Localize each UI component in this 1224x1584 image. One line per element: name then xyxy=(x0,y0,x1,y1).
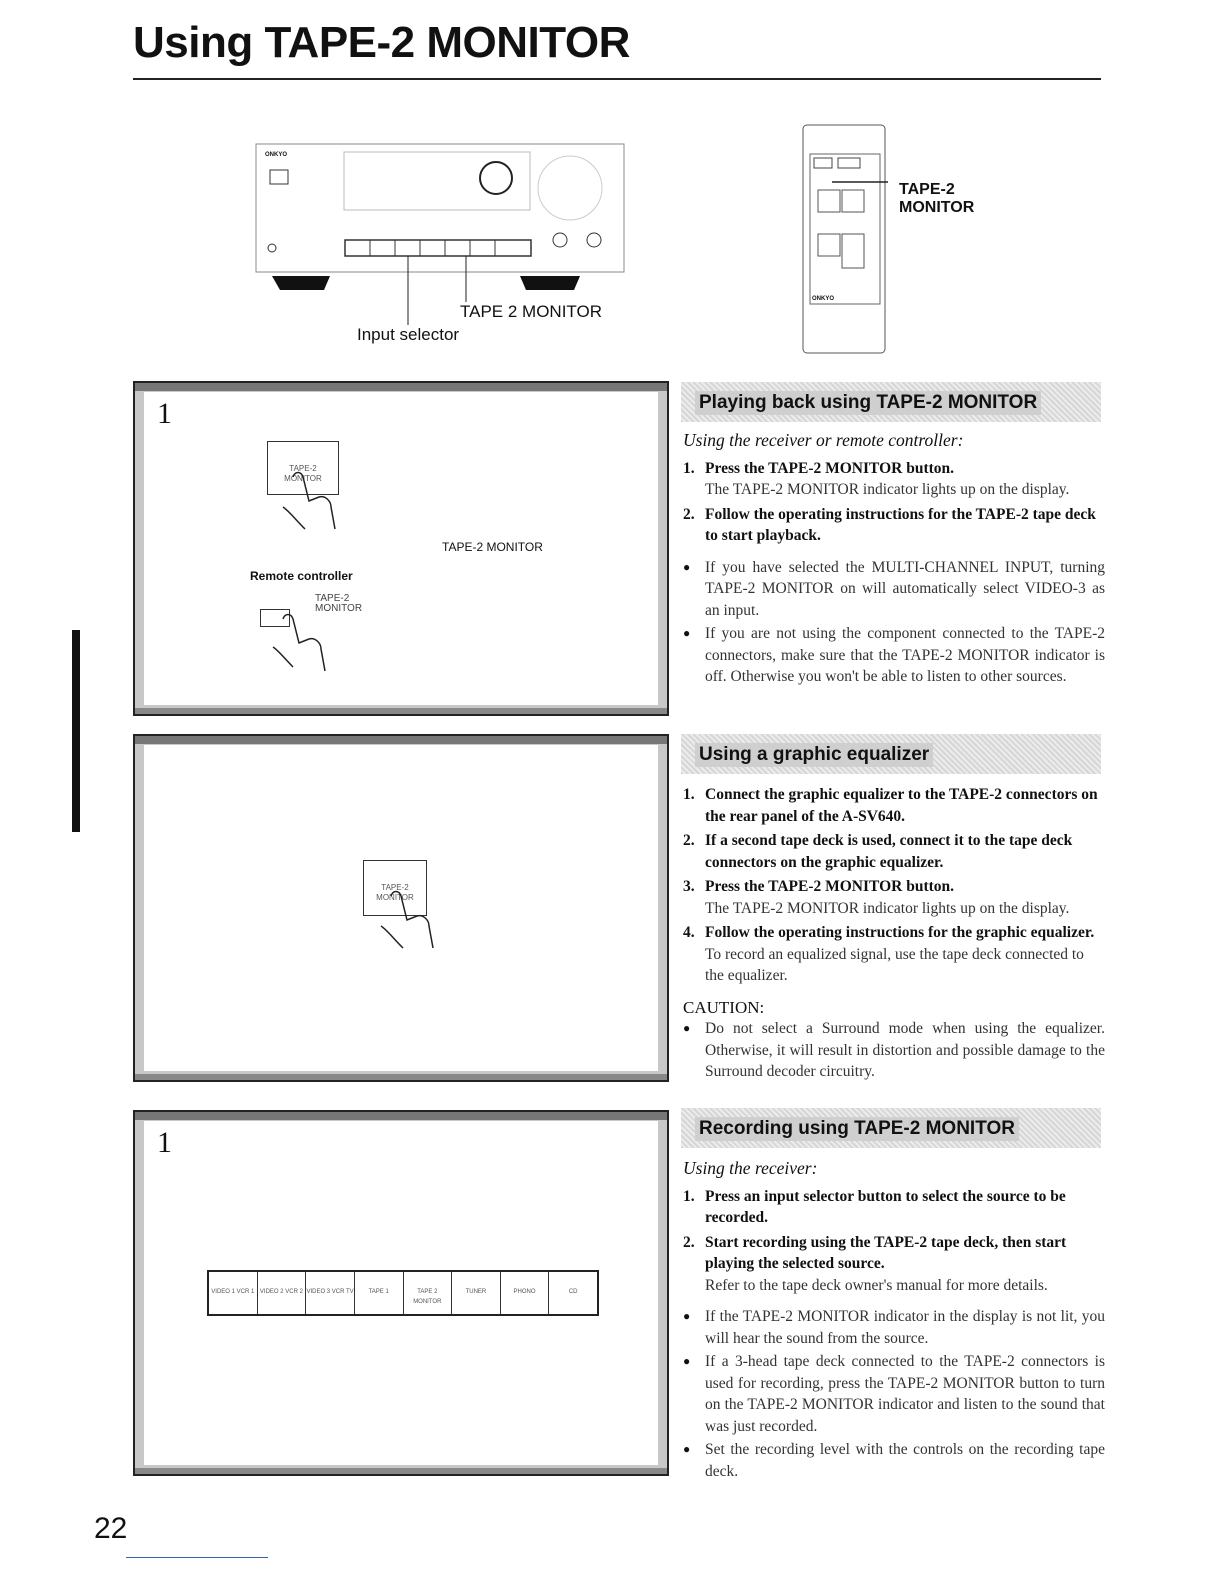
intro-text: Using the receiver or remote controller: xyxy=(683,430,964,450)
page-title: Using TAPE-2 MONITOR xyxy=(133,18,630,67)
selector-button[interactable]: VIDEO 2 VCR 2 xyxy=(258,1272,307,1314)
callout-tape2-monitor: TAPE 2 MONITOR xyxy=(460,302,603,321)
step-item: 1. Press the TAPE-2 MONITOR button. The TAPE-2 MONITOR indicator lights up on the display. xyxy=(683,459,1070,498)
remote-drawing xyxy=(802,124,888,356)
heading-text: Using a graphic equalizer xyxy=(695,743,933,767)
selector-button[interactable]: TAPE 1 xyxy=(355,1272,404,1314)
selector-button[interactable]: CD xyxy=(549,1272,597,1314)
remote-illustration xyxy=(802,124,888,356)
hand-pointer-icon xyxy=(275,467,355,547)
step-number: 1 xyxy=(157,1126,172,1159)
note-bullet: ● If you are not using the component connected to the TAPE-2 connectors, make sure that the TAPE-2 MONITOR indicator is off. Otherwise you won't be able to listen to other sources. xyxy=(683,623,1105,688)
display-indicator: TAPE-2 MONITOR xyxy=(442,540,543,554)
section-heading-playback xyxy=(681,382,1101,422)
step-number: 1 xyxy=(157,397,172,430)
selector-button[interactable]: TAPE 2 MONITOR xyxy=(404,1272,453,1314)
button-label-line2: MONITOR xyxy=(376,893,414,902)
heading-text: Recording using TAPE-2 MONITOR xyxy=(695,1117,1019,1141)
step-item: 2. Start recording using the TAPE-2 tape deck, then start playing the selected source. Refer to the tape deck owner's manual for more details. xyxy=(683,1233,1067,1294)
remote-brand: ONKYO xyxy=(812,296,835,302)
illustration-panel-recording xyxy=(133,1110,669,1476)
selector-button[interactable]: VIDEO 3 VCR TV xyxy=(306,1272,355,1314)
remote-callout-line2: MONITOR xyxy=(899,199,975,216)
step-item: 4. Follow the operating instructions for the graphic equalizer. To record an equalized signal, use the tape deck connected to the equalizer. xyxy=(683,924,1095,984)
button-label-line1: TAPE-2 xyxy=(381,883,409,892)
note-bullet: ● If the TAPE-2 MONITOR indicator in the display is not lit, you will hear the sound from the source. xyxy=(683,1306,1105,1349)
recording-instructions xyxy=(683,1158,1105,1484)
receiver-brand: ONKYO xyxy=(265,152,288,158)
illustration-panel-playback xyxy=(133,381,669,716)
remote-callout-line1: TAPE-2 xyxy=(899,181,955,198)
side-tab-marker xyxy=(72,630,80,832)
section-heading-equalizer xyxy=(681,734,1101,774)
caution-title: CAUTION: xyxy=(683,997,765,1017)
playback-instructions xyxy=(683,430,1105,690)
heading-text: Playing back using TAPE-2 MONITOR xyxy=(695,391,1041,415)
illustration-panel-equalizer xyxy=(133,734,669,1082)
hand-pointer-icon xyxy=(267,613,347,683)
equalizer-instructions xyxy=(683,784,1105,1085)
step-item: 2. Follow the operating instructions for the TAPE-2 tape deck to start playback. xyxy=(683,505,1096,544)
note-bullet: ● Set the recording level with the controls on the recording tape deck. xyxy=(683,1439,1105,1482)
button-label-line1: TAPE-2 xyxy=(289,464,317,473)
note-bullet: ● If a 3-head tape deck connected to the TAPE-2 connectors is used for recording, press the TAPE-2 MONITOR button to turn on the TAPE-2 MONITOR indicator and listen to the sound that was just recorded. xyxy=(683,1351,1105,1437)
step-item: 3. Press the TAPE-2 MONITOR button. The TAPE-2 MONITOR indicator lights up on the display. xyxy=(683,878,1070,917)
selector-button[interactable]: PHONO xyxy=(501,1272,550,1314)
remote-callout xyxy=(899,181,974,217)
section-heading-recording xyxy=(681,1108,1101,1148)
callout-input-selector: Input selector xyxy=(357,325,460,344)
hand-pointer-icon xyxy=(373,886,453,966)
remote-button-line2: MONITOR xyxy=(315,603,363,614)
input-selector-strip xyxy=(207,1270,599,1316)
step-item: 2. If a second tape deck is used, connect it to the tape deck connectors on the graphic equalizer. xyxy=(683,832,1073,871)
step-item: 1. Connect the graphic equalizer to the TAPE-2 connectors on the rear panel of the A-SV640. xyxy=(683,786,1098,825)
selector-button[interactable]: VIDEO 1 VCR 1 xyxy=(209,1272,258,1314)
note-bullet: ● If you have selected the MULTI-CHANNEL INPUT, turning TAPE-2 MONITOR on will automatically select VIDEO-3 as an input. xyxy=(683,557,1105,622)
title-rule xyxy=(133,78,1101,80)
page-number: 22 xyxy=(94,1512,128,1545)
caution-bullet: ● Do not select a Surround mode when using the equalizer. Otherwise, it will result in distortion and possible damage to the Surround decoder circuitry. xyxy=(683,1018,1105,1083)
footer-rule xyxy=(126,1557,268,1558)
button-label-line2: MONITOR xyxy=(284,474,322,483)
remote-controller-label: Remote controller xyxy=(250,569,353,583)
remote-button-caption xyxy=(315,594,362,614)
step-item: 1. Press an input selector button to select the source to be recorded. xyxy=(683,1187,1066,1226)
selector-button[interactable]: TUNER xyxy=(452,1272,501,1314)
intro-text: Using the receiver: xyxy=(683,1158,818,1178)
remote-button-line1: TAPE-2 xyxy=(315,593,350,604)
